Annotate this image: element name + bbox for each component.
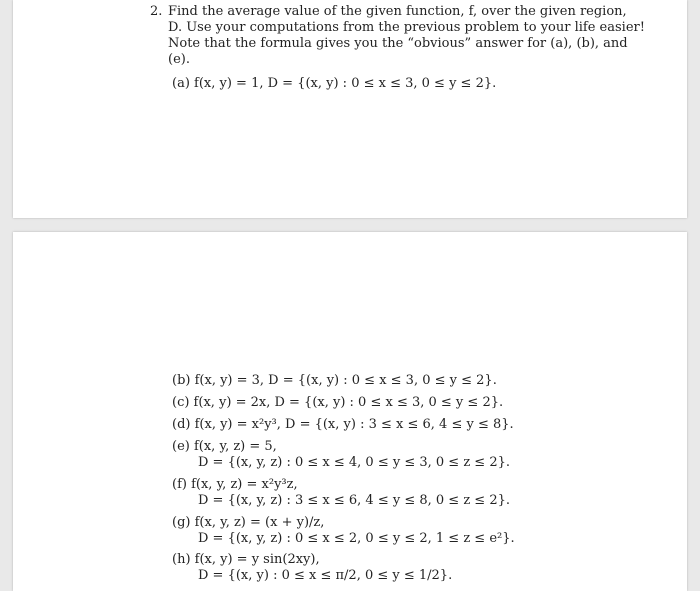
part-e-function: (e) f(x, y, z) = 5,: [172, 439, 277, 454]
problem-text-line-3: Note that the formula gives you the “obvious” answer for (a), (b), and: [168, 36, 628, 51]
part-f-region: D = {(x, y, z) : 3 ≤ x ≤ 6, 4 ≤ y ≤ 8, 0 ≤ z ≤ 2}.: [198, 493, 510, 508]
problem-number: 2.: [150, 4, 163, 19]
page-2: [13, 232, 687, 591]
part-a: (a) f(x, y) = 1, D = {(x, y) : 0 ≤ x ≤ 3, 0 ≤ y ≤ 2}.: [172, 76, 497, 91]
part-g-region: D = {(x, y, z) : 0 ≤ x ≤ 2, 0 ≤ y ≤ 2, 1 ≤ z ≤ e²}.: [198, 531, 515, 546]
part-f-function: (f) f(x, y, z) = x²y³z,: [172, 477, 298, 492]
problem-text-line-4: (e).: [168, 52, 190, 67]
problem-text-line-2: D. Use your computations from the previous problem to your life easier!: [168, 20, 645, 35]
part-b: (b) f(x, y) = 3, D = {(x, y) : 0 ≤ x ≤ 3, 0 ≤ y ≤ 2}.: [172, 373, 497, 388]
part-h-region: D = {(x, y) : 0 ≤ x ≤ π/2, 0 ≤ y ≤ 1/2}.: [198, 568, 453, 583]
part-e-region: D = {(x, y, z) : 0 ≤ x ≤ 4, 0 ≤ y ≤ 3, 0 ≤ z ≤ 2}.: [198, 455, 510, 470]
part-c: (c) f(x, y) = 2x, D = {(x, y) : 0 ≤ x ≤ 3, 0 ≤ y ≤ 2}.: [172, 395, 504, 410]
page-1: [13, 0, 687, 218]
part-d: (d) f(x, y) = x²y³, D = {(x, y) : 3 ≤ x ≤ 6, 4 ≤ y ≤ 8}.: [172, 417, 514, 432]
part-h-function: (h) f(x, y) = y sin(2xy),: [172, 552, 320, 567]
problem-text-line-1: Find the average value of the given function, f, over the given region,: [168, 4, 627, 19]
part-g-function: (g) f(x, y, z) = (x + y)/z,: [172, 515, 325, 530]
